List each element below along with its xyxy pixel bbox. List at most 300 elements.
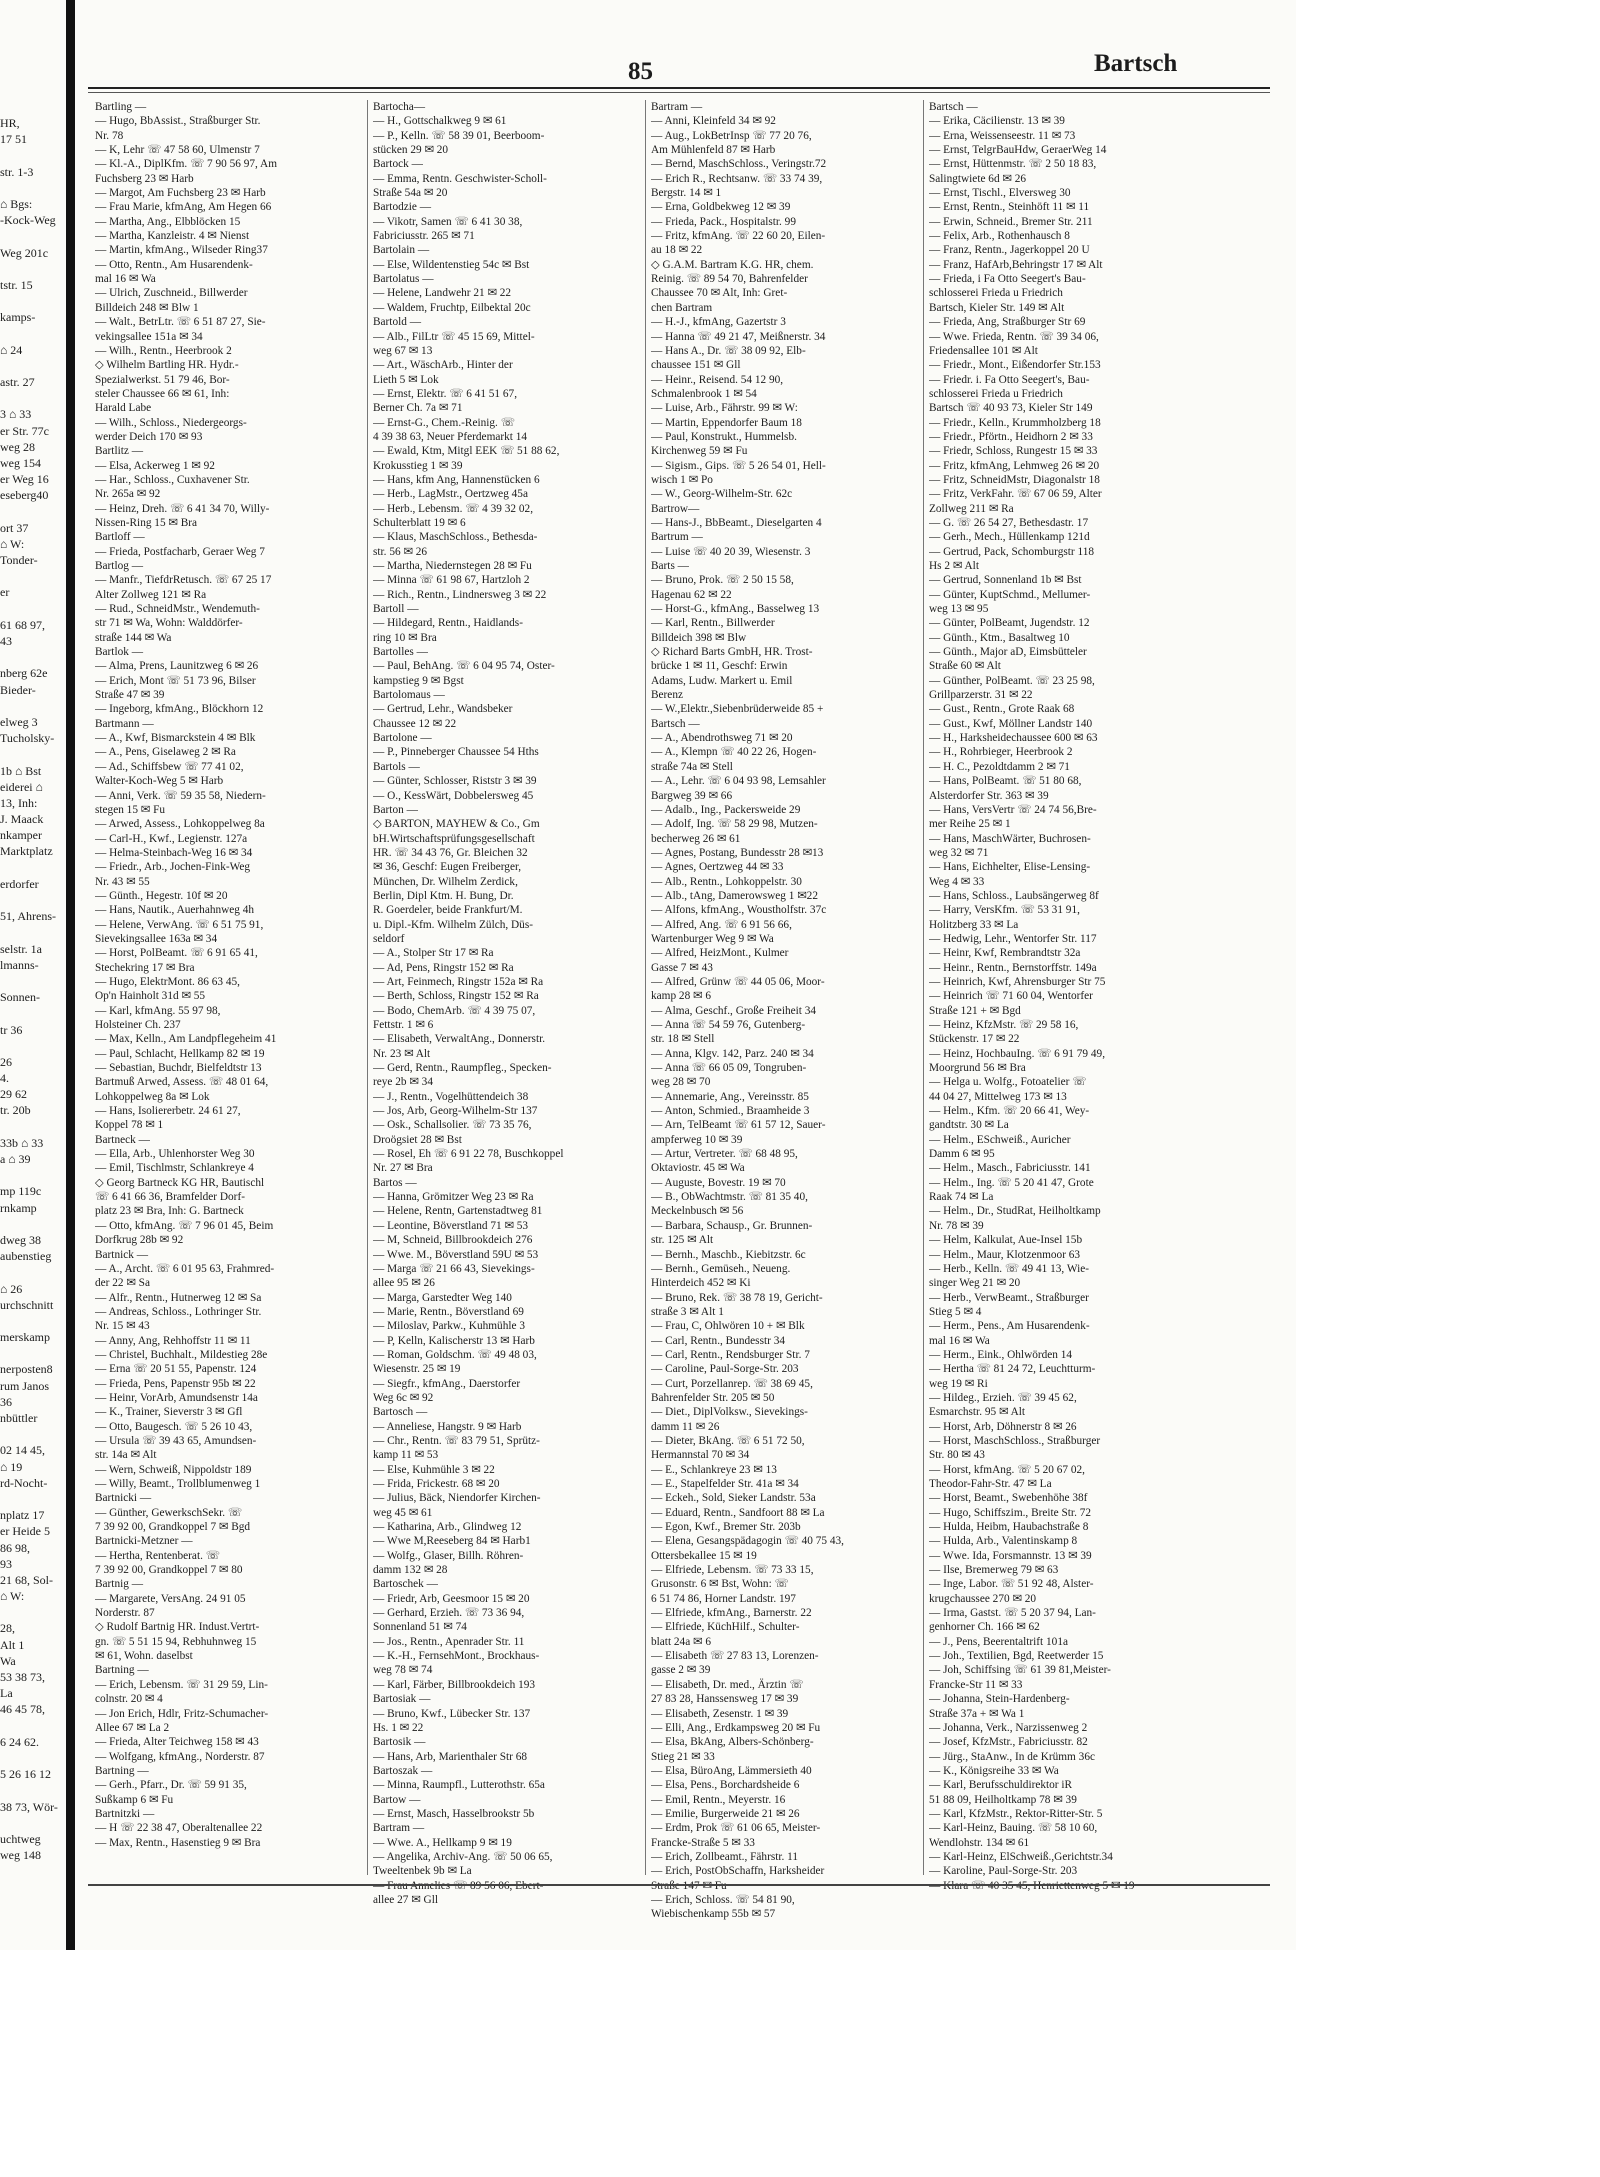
margin-fragment [0, 228, 66, 244]
directory-line: ◇ Rudolf Bartnig HR. Indust.Vertrt- [95, 1621, 260, 1634]
directory-line: reye 2b ✉ 34 [373, 1076, 433, 1089]
directory-line: — Günth., Hegestr. 10f ✉ 20 [95, 889, 228, 902]
directory-line: — Heinz, KfzMstr. ☏ 29 58 16, [929, 1019, 1079, 1031]
directory-line: — Luise ☏ 40 20 39, Wiesenstr. 3 [651, 545, 811, 558]
directory-line: Nr. 265a ✉ 92 [95, 488, 161, 501]
directory-line: — Hildegard, Rentn., Haidlands- [373, 617, 523, 630]
margin-fragment: 6 24 62. [0, 1734, 39, 1749]
directory-line: — Hulda, Arb., Valentinskamp 8 [929, 1535, 1078, 1548]
directory-line: Reinig. ☏ 89 54 70, Bahrenfelder [651, 273, 808, 286]
directory-line: — Klaus, MaschSchloss., Bethesda- [373, 531, 538, 544]
directory-line: — Otto, Rentn., Am Husarendenk- [95, 258, 253, 271]
directory-line: — Karl, KfzMstr., Rektor-Ritter-Str. 5 [929, 1807, 1103, 1820]
directory-line: — Wwe M,Reeseberg 84 ✉ Harb1 [373, 1535, 531, 1548]
margin-fragment: eiderei ⌂ [0, 779, 43, 794]
directory-line: — Elfriede, Lebensm. ☏ 73 33 15, [651, 1564, 814, 1577]
directory-line: Straße 47 ✉ 39 [95, 689, 165, 702]
directory-line: — Elisabeth ☏ 27 83 13, Lorenzen- [651, 1650, 819, 1663]
directory-line: — Friedr, Arb, Geesmoor 15 ✉ 20 [373, 1592, 530, 1605]
directory-line: — Wilh., Schloss., Niedergeorgs- [95, 416, 247, 429]
directory-line: ✉ 61, Wohn. daselbst [95, 1650, 193, 1663]
directory-line: — Miloslav, Parkw., Kuhmühle 3 [373, 1320, 525, 1333]
margin-fragment: tr. 20b [0, 1103, 31, 1118]
directory-line: seldorf [373, 932, 405, 945]
directory-line: — Günter, Schlosser, Riststr 3 ✉ 39 [373, 775, 537, 788]
directory-line: Allee 67 ✉ La 2 [95, 1721, 170, 1734]
margin-fragment: dweg 38 [0, 1232, 41, 1247]
directory-line: — H. C., Pezoldtdamm 2 ✉ 71 [929, 760, 1070, 773]
directory-line: — Curt, Porzellanrep. ☏ 38 69 45, [651, 1377, 813, 1390]
directory-line: — P., Kelln. ☏ 58 39 01, Beerboom- [373, 129, 545, 142]
directory-column-4 [929, 100, 1197, 1893]
directory-line: werder Deich 170 ✉ 93 [95, 430, 203, 443]
directory-line: Bartling — [95, 101, 147, 113]
margin-fragment: er Heide 5 [0, 1524, 50, 1539]
directory-line: Hinterdeich 452 ✉ Ki [651, 1277, 751, 1290]
directory-line: — Josef, KfzMstr., Fabriciusstr. 82 [929, 1736, 1088, 1749]
directory-line: — Karl, Berufsschuldirektor iR [929, 1779, 1073, 1792]
directory-line: — Hans, Eichhelter, Elise-Lensing- [929, 861, 1091, 874]
directory-line: — Helm., Dr., StudRat, Heilholtkamp [929, 1205, 1101, 1218]
directory-line: Nissen-Ring 15 ✉ Bra [95, 516, 198, 529]
directory-line: stücken 29 ✉ 20 [373, 144, 449, 157]
directory-line: Sievekingsallee 163a ✉ 34 [95, 932, 218, 945]
directory-line: — Horst-G., kfmAng., Basselweg 13 [651, 603, 820, 616]
directory-line: — Alfred, Grünw ☏ 44 05 06, Moor- [651, 975, 825, 988]
margin-fragment: er Str. 77c [0, 423, 49, 438]
directory-line: — Anton, Schmied., Braamheide 3 [651, 1105, 810, 1118]
directory-line: chaussee 151 ✉ Gll [651, 359, 741, 372]
directory-line: — Elsa, BüroAng, Lämmersieth 40 [651, 1764, 812, 1777]
directory-line: — Helm., Masch., Fabriciusstr. 141 [929, 1162, 1091, 1175]
directory-line: — Marga, Garstedter Weg 140 [373, 1291, 512, 1304]
directory-line: — Marga ☏ 21 66 43, Sievekings- [373, 1262, 535, 1275]
directory-line: — Irma, Gastst. ☏ 5 20 37 94, Lan- [929, 1607, 1096, 1620]
directory-line: — Max, Kelln., Am Landpflegeheim 41 [95, 1033, 277, 1046]
directory-line: — Frida, Frickestr. 68 ✉ 20 [373, 1478, 500, 1490]
directory-line: damm 11 ✉ 26 [651, 1420, 720, 1433]
directory-line: — Martha, Niedernstegen 28 ✉ Fu [373, 560, 532, 572]
margin-fragment: a ⌂ 39 [0, 1152, 31, 1166]
directory-line: — H., Rohrbieger, Heerbrook 2 [929, 746, 1073, 759]
directory-line: — Auguste, Bovestr. 19 ✉ 70 [651, 1176, 786, 1189]
margin-fragment [0, 293, 66, 309]
directory-line: — Herb., VerwBeamt., Straßburger [929, 1291, 1089, 1304]
margin-fragment: uchtweg [0, 1831, 41, 1846]
directory-line: 27 83 28, Hanssensweg 17 ✉ 39 [651, 1693, 799, 1706]
directory-line: — Marie, Rentn., Böverstland 69 [373, 1305, 524, 1318]
directory-line: — Rosel, Eh ☏ 6 91 22 78, Buschkoppel [373, 1148, 564, 1161]
directory-line: — Carl, Rentn., Bundesstr 34 [651, 1334, 785, 1347]
margin-fragment: 93 [0, 1556, 12, 1571]
directory-line: Ottersbekallee 15 ✉ 19 [651, 1549, 757, 1562]
margin-fragment: selstr. 1a [0, 941, 42, 956]
directory-line: — Franz, Rentn., Jagerkoppel 20 U [929, 244, 1090, 257]
directory-line: Bartosik — [373, 1736, 426, 1749]
directory-line: — Hildeg., Erzieh. ☏ 39 45 62, [929, 1391, 1077, 1404]
directory-line: — Frau Marie, kfmAng, Am Hegen 66 [95, 201, 272, 214]
directory-line: Berenz [651, 689, 683, 702]
directory-line: — Frieda, Pens, Papenstr 95b ✉ 22 [95, 1377, 256, 1390]
directory-line: — Wolfgang, kfmAng., Norderstr. 87 [95, 1750, 265, 1763]
directory-line: Walter-Koch-Weg 5 ✉ Harb [95, 775, 224, 788]
directory-line: — Heinr., Reisend. 54 12 90, [651, 373, 784, 386]
margin-fragment: 29 62 [0, 1087, 27, 1102]
directory-line: — Martin, Eppendorfer Baum 18 [651, 416, 802, 429]
directory-line: — Karoline, Paul-Sorge-Str. 203 [929, 1865, 1078, 1878]
margin-fragment: tr 36 [0, 1022, 23, 1037]
directory-line: München, Dr. Wilhelm Zerdick, [373, 875, 518, 888]
margin-fragment: Wa [0, 1653, 16, 1668]
directory-line: Bartsch — [651, 717, 700, 730]
directory-line: — Angelika, Archiv-Ang. ☏ 50 06 65, [373, 1850, 553, 1863]
directory-line: — Alb., tAng, Damerowsweg 1 ✉22 [651, 889, 818, 902]
directory-line: — Caroline, Paul-Sorge-Str. 203 [651, 1363, 799, 1376]
directory-line: — Ernst, Tischl., Elversweg 30 [929, 187, 1071, 200]
directory-line: — Alb., FilLtr ☏ 45 15 69, Mittel- [373, 330, 535, 343]
directory-line: Bartning — [95, 1664, 149, 1677]
directory-line: — Martin, kfmAng., Wilseder Ring37 [95, 244, 268, 257]
directory-line: ◇ G.A.M. Bartram K.G. HR, chem. [651, 258, 814, 271]
directory-line: Dorfkrug 28b ✉ 92 [95, 1234, 184, 1247]
directory-line: — Erdm, Prok ☏ 61 06 65, Meister- [651, 1822, 821, 1835]
directory-line: — Berth, Schloss, Ringstr 152 ✉ Ra [373, 990, 539, 1003]
directory-line: — Emil, Rentn., Meyerstr. 16 [651, 1793, 786, 1806]
column-divider [645, 100, 646, 1875]
margin-fragment: nplatz 17 [0, 1508, 45, 1523]
directory-line: — Anneliese, Hangstr. 9 ✉ Harb [373, 1420, 522, 1433]
directory-line: — Christel, Buchhalt., Mildestieg 28e [95, 1348, 268, 1361]
margin-fragment: J. Maack [0, 812, 44, 827]
directory-line: — Ulrich, Zuschneid., Billwerder [95, 287, 248, 300]
directory-line: ◇ Wilhelm Bartling HR. Hydr.- [95, 359, 239, 372]
margin-fragment: er Weg 16 [0, 472, 49, 487]
margin-fragment [0, 390, 66, 406]
directory-line: ring 10 ✉ Bra [373, 631, 437, 644]
directory-line: vekingsallee 151a ✉ 34 [95, 330, 203, 343]
margin-fragment: 53 38 73, [0, 1670, 45, 1684]
margin-fragment: 5 26 16 12 [0, 1767, 51, 1782]
directory-line: — Hugo, BbAssist., Straßburger Str. [95, 115, 261, 128]
directory-line: Francke-Straße 5 ✉ 33 [651, 1836, 755, 1849]
directory-line: — Herm., Pens., Am Husarendenk- [929, 1320, 1090, 1333]
directory-line: Bartow — [373, 1793, 421, 1806]
directory-line: — Bernh., Maschb., Kiebitzstr. 6c [651, 1248, 806, 1261]
directory-line: Holsteiner Ch. 237 [95, 1019, 181, 1031]
directory-line: Wendlohstr. 134 ✉ 61 [929, 1836, 1030, 1849]
directory-line: — Arn, TelBeamt ☏ 61 57 12, Sauer- [651, 1119, 826, 1132]
directory-line: Spezialwerkst. 51 79 46, Bor- [95, 373, 230, 386]
directory-line: — Hanna ☏ 49 21 47, Meißnerstr. 34 [651, 330, 826, 343]
margin-fragment [0, 1345, 66, 1361]
directory-line: — A., Lehr. ☏ 6 04 93 98, Lemsahler [651, 775, 826, 788]
directory-line: — K., Königsreihe 33 ✉ Wa [929, 1764, 1059, 1777]
directory-line: — H.-J., kfmAng, Gazertstr 3 [651, 316, 786, 329]
directory-line: Bartnick — [95, 1248, 149, 1261]
directory-line: — Gertrud, Sonnenland 1b ✉ Bst [929, 574, 1082, 587]
margin-fragment [0, 1264, 66, 1280]
directory-line: — Friedr., Mont., Eißendorfer Str.153 [929, 359, 1101, 372]
directory-line: — Hans-J., BbBeamt., Dieselgarten 4 [651, 516, 822, 529]
directory-line: — Max, Rentn., Hasenstieg 9 ✉ Bra [95, 1836, 261, 1849]
directory-line: — Wwe. M., Böverstland 59U ✉ 53 [373, 1248, 539, 1261]
directory-line: — Günther, PolBeamt. ☏ 23 25 98, [929, 674, 1095, 687]
directory-line: — Karl, Färber, Billbrookdeich 193 [373, 1678, 536, 1691]
directory-line: Stieg 21 ✉ 33 [651, 1750, 715, 1763]
directory-line: Raak 74 ✉ La [929, 1191, 994, 1204]
directory-line: Op'n Hainholt 31d ✉ 55 [95, 990, 206, 1003]
directory-line: — Gust., Rentn., Grote Raak 68 [929, 703, 1075, 716]
directory-line: 4 39 38 63, Neuer Pferdemarkt 14 [373, 430, 528, 443]
directory-line: — Wolfg., Glaser, Billh. Röhren- [373, 1549, 524, 1562]
margin-fragment [0, 698, 66, 714]
directory-line: Esmarchstr. 95 ✉ Alt [929, 1406, 1026, 1419]
directory-line: — Rich., Rentn., Lindnersweg 3 ✉ 22 [373, 588, 547, 601]
margin-fragment: weg 28 [0, 439, 35, 454]
directory-line: — Emma, Rentn. Geschwister-Scholl- [373, 172, 547, 185]
directory-line: — Ursula ☏ 39 43 65, Amundsen- [95, 1434, 257, 1447]
directory-line: Nr. 23 ✉ Alt [373, 1047, 431, 1060]
directory-line: — Herm., Eink., Ohlwörden 14 [929, 1348, 1073, 1361]
directory-line: — Günter, KuptSchmd., Mellumer- [929, 588, 1091, 601]
directory-line: — Hulda, Heibm, Haubachstraße 8 [929, 1521, 1089, 1534]
directory-line: — Annemarie, Ang., Vereinsstr. 85 [651, 1090, 809, 1103]
directory-line: Bartnicki-Metzner — [95, 1535, 193, 1548]
directory-line: — Alma, Prens, Launitzweg 6 ✉ 26 [95, 660, 259, 673]
margin-fragment: 46 45 78, [0, 1702, 45, 1717]
directory-line: Straße 37a + ✉ Wa 1 [929, 1707, 1025, 1720]
directory-line: — Hans, Arb, Marienthaler Str 68 [373, 1750, 528, 1763]
directory-line: Kirchenweg 59 ✉ Fu [651, 445, 748, 458]
directory-line: — Ewald, Ktm, Mitgl EEK ☏ 51 88 62, [373, 445, 560, 458]
directory-line: — Alb., Rentn., Lohkoppelstr. 30 [651, 875, 802, 888]
directory-line: — Heinr, VorArb, Amundsenstr 14a [95, 1391, 258, 1404]
directory-line: 7 39 92 00, Grandkoppel 7 ✉ Bgd [95, 1521, 251, 1534]
directory-line: — Vikotr, Samen ☏ 6 41 30 38, [373, 215, 523, 228]
directory-line: — A., Abendrothsweg 71 ✉ 20 [651, 732, 793, 745]
directory-line: straße 74a ✉ Stell [651, 760, 733, 773]
directory-line: — Elisabeth, Zesenstr. 1 ✉ 39 [651, 1707, 789, 1720]
directory-line: — Margot, Am Fuchsberg 23 ✉ Harb [95, 187, 266, 200]
directory-line: — Gerh., Pfarr., Dr. ☏ 59 91 35, [95, 1779, 247, 1792]
directory-line: — Ella, Arb., Uhlenhorster Weg 30 [95, 1148, 255, 1161]
directory-line: — Helm., Maur, Klotzenmoor 63 [929, 1248, 1081, 1261]
margin-fragment: 26 [0, 1054, 12, 1069]
directory-line: Barton — [373, 803, 418, 816]
directory-line: — A., Pens, Giselaweg 2 ✉ Ra [95, 746, 236, 759]
directory-line: — A., Archt. ☏ 6 01 95 63, Frahmred- [95, 1262, 275, 1275]
directory-line: — Ernst, Hüttenmstr. ☏ 2 50 18 83, [929, 158, 1097, 171]
directory-line: — K, Lehr ☏ 47 58 60, Ulmenstr 7 [95, 144, 260, 157]
column-divider [367, 100, 368, 1875]
directory-line: — H., Harksheidechaussee 600 ✉ 63 [929, 732, 1098, 745]
margin-fragment [0, 892, 66, 908]
directory-line: — Anna, Klgv. 142, Parz. 240 ✉ 34 [651, 1047, 814, 1060]
directory-line: — Luise, Arb., Fährstr. 99 ✉ W: [651, 402, 798, 415]
directory-line: — W.,Elektr.,Siebenbrüderweide 85 + [651, 703, 824, 716]
margin-fragment [0, 1491, 66, 1507]
directory-line: — Jürg., StaAnw., In de Krümm 36c [929, 1750, 1095, 1763]
directory-line: Bartneck — [95, 1133, 150, 1146]
directory-line: Bartmuß Arwed, Assess. ☏ 48 01 64, [95, 1076, 269, 1089]
directory-line: der 22 ✉ Sa [95, 1277, 150, 1290]
directory-line: — Emil, Tischlmstr, Schlankreye 4 [95, 1162, 254, 1175]
directory-line: — Friedr., Arb., Jochen-Fink-Weg [95, 861, 251, 874]
margin-fragment: lmanns- [0, 957, 39, 972]
directory-line: — Friedr. i. Fa Otto Seegert's, Bau- [929, 373, 1090, 386]
directory-line: Koppel 78 ✉ 1 [95, 1119, 164, 1132]
directory-line: weg 32 ✉ 71 [929, 846, 989, 859]
directory-line: — Alma, Geschf., Große Freiheit 34 [651, 1004, 817, 1017]
header-rule [88, 87, 1270, 89]
footer-rule [88, 1884, 1270, 1886]
directory-line: straße 3 ✉ Alt 1 [651, 1305, 724, 1318]
margin-fragment: 61 68 97, [0, 617, 45, 632]
directory-line: — Erich, Lebensm. ☏ 31 29 59, Lin- [95, 1678, 268, 1691]
directory-line: Salingtwiete 6d ✉ 26 [929, 172, 1027, 185]
directory-line: — Elsa, BkAng, Albers-Schönberg- [651, 1736, 814, 1749]
directory-line: — Friedr., Pförtn., Heidhorn 2 ✉ 33 [929, 430, 1093, 443]
directory-line: colnstr. 20 ✉ 4 [95, 1693, 163, 1706]
margin-fragment: astr. 27 [0, 375, 35, 389]
directory-line: — Frau, C, Ohlwören 10 + ✉ Blk [651, 1320, 805, 1333]
directory-line: — Joh., Textilien, Bgd, Reetwerder 15 [929, 1650, 1104, 1663]
directory-line: kampstieg 9 ✉ Bgst [373, 674, 464, 687]
directory-line: — Frieda, Postfacharb, Geraer Weg 7 [95, 545, 265, 558]
directory-line: — Karl, kfmAng. 55 97 98, [95, 1004, 221, 1017]
directory-line: — Art, Feinmech, Ringstr 152a ✉ Ra [373, 975, 544, 988]
directory-line: Billdeich 398 ✉ Blw [651, 631, 747, 644]
directory-line: krugchaussee 270 ✉ 20 [929, 1592, 1037, 1605]
directory-line: Krokusstieg 1 ✉ 39 [373, 459, 463, 472]
directory-line: Zollweg 211 ✉ Ra [929, 502, 1014, 515]
directory-line: — Ernst-G., Chem.-Reinig. ☏ [373, 416, 515, 429]
directory-line: ◇ Georg Bartneck KG HR, Bautischl [95, 1176, 265, 1189]
directory-line: — Erna, Weissenseestr. 11 ✉ 73 [929, 129, 1076, 142]
directory-line: — Erich, Mont ☏ 51 73 96, Bilser [95, 674, 256, 687]
directory-line: — Else, Kuhmühle 3 ✉ 22 [373, 1463, 495, 1476]
directory-line: ✉ 36, Geschf: Eugen Freiberger, [373, 861, 522, 874]
directory-line: Bartnicki — [95, 1492, 152, 1505]
directory-line: Straße 121 + ✉ Bgd [929, 1004, 1021, 1017]
directory-line: str. 18 ✉ Stell [651, 1033, 715, 1046]
directory-line: Theodor-Fahr-Str. 47 ✉ La [929, 1478, 1052, 1490]
directory-line: — Frieda, Ang, Straßburger Str 69 [929, 316, 1086, 329]
margin-fragment [0, 147, 66, 163]
directory-line: — Minna, Raumpfl., Lutterothstr. 65a [373, 1779, 545, 1792]
directory-line: — Fritz, VerkFahr. ☏ 67 06 59, Alter [929, 488, 1102, 501]
directory-line: — Ad, Pens, Ringstr 152 ✉ Ra [373, 961, 514, 974]
directory-line: — K., Trainer, Sieverstr 3 ✉ Gfl [95, 1406, 243, 1419]
margin-fragment: Alt 1 [0, 1637, 25, 1652]
directory-line: Wiebischenkamp 55b ✉ 57 [651, 1908, 776, 1921]
directory-line: — Harry, VersKfm. ☏ 53 31 91, [929, 904, 1080, 917]
directory-line: — Anni, Verk. ☏ 59 35 58, Niedern- [95, 789, 266, 802]
directory-line: Bartlok — [95, 646, 144, 659]
directory-line: — Frieda, i Fa Otto Seegert's Bau- [929, 273, 1086, 286]
directory-line: chen Bartram [651, 301, 713, 314]
directory-line: Nr. 15 ✉ 43 [95, 1320, 150, 1333]
directory-line: — Arwed, Assess., Lohkoppelweg 8a [95, 818, 265, 831]
directory-line: — Sebastian, Buchdr, Bielfeldtstr 13 [95, 1062, 262, 1075]
directory-line: weg 19 ✉ Ri [929, 1377, 988, 1390]
directory-line: — Hanna, Grömitzer Weg 23 ✉ Ra [373, 1191, 534, 1204]
directory-line: — Paul, Schlacht, Hellkamp 82 ✉ 19 [95, 1047, 265, 1060]
directory-line: Weg 4 ✉ 33 [929, 875, 985, 888]
directory-line: — Helene, Landwehr 21 ✉ 22 [373, 287, 512, 300]
directory-line: — Bernh., Gemüseh., Neueng. [651, 1262, 791, 1275]
directory-line: mal 16 ✉ Wa [95, 273, 156, 286]
directory-line: Bartoszak — [373, 1764, 433, 1777]
directory-line: Lohkoppelweg 8a ✉ Lok [95, 1090, 210, 1103]
directory-line: — Artur, Vertreter. ☏ 68 48 95, [651, 1148, 798, 1161]
directory-line: Bartsch, Kieler Str. 149 ✉ Alt [929, 301, 1065, 314]
directory-line: str. 125 ✉ Alt [651, 1234, 714, 1247]
directory-line: — Hans, MaschWärter, Buchrosen- [929, 832, 1091, 845]
margin-fragment: 51, Ahrens- [0, 909, 56, 924]
directory-line: — Jos, Arb, Georg-Wilhelm-Str 137 [373, 1105, 538, 1118]
directory-line: — Aug., LokBetrInsp ☏ 77 20 76, [651, 129, 812, 142]
directory-line: — Elsa, Ackerweg 1 ✉ 92 [95, 459, 215, 472]
directory-line: Bergstr. 14 ✉ 1 [651, 187, 722, 200]
directory-line: Bartolatus — [373, 273, 434, 286]
directory-line: — J., Rentn., Vogelhüttendeich 38 [373, 1090, 529, 1103]
directory-line: — Ernst, Elektr. ☏ 6 41 51 67, [373, 387, 518, 400]
directory-line: — Gerd, Rentn., Raumpfleg., Specken- [373, 1062, 552, 1075]
directory-line: HR. ☏ 34 43 76, Gr. Bleichen 32 [373, 846, 528, 859]
directory-line: — Dieter, BkAng. ☏ 6 51 72 50, [651, 1434, 805, 1447]
margin-fragment: weg 154 [0, 455, 41, 470]
directory-line: Moorgrund 56 ✉ Bra [929, 1062, 1026, 1075]
directory-line: — Leontine, Böverstland 71 ✉ 53 [373, 1219, 529, 1232]
directory-line: ◇ BARTON, MAYHEW & Co., Gm [373, 818, 540, 831]
directory-line: Bartsch — [929, 101, 978, 113]
directory-line: Nr. 27 ✉ Bra [373, 1162, 433, 1175]
margin-fragment: tstr. 15 [0, 277, 33, 292]
margin-fragment [0, 504, 66, 520]
directory-line: — Helm., Ing. ☏ 5 20 41 47, Grote [929, 1176, 1094, 1189]
margin-fragment [0, 1782, 66, 1798]
directory-line: Adams, Ludw. Markert u. Emil [651, 674, 793, 687]
directory-line: — Günter, PolBeamt, Jugendstr. 12 [929, 617, 1090, 630]
directory-line: — Hertha ☏ 81 24 72, Leuchtturm- [929, 1363, 1096, 1376]
directory-line: — M, Schneid, Billbrookdeich 276 [373, 1234, 533, 1247]
margin-fragment [0, 1718, 66, 1734]
directory-line: — Horst, PolBeamt. ☏ 6 91 65 41, [95, 947, 258, 960]
margin-fragment: er [0, 585, 10, 600]
directory-line: — Gust., Kwf, Möllner Landstr 140 [929, 717, 1093, 730]
margin-fragment: erdorfer [0, 876, 39, 891]
directory-line: Bartosiak — [373, 1693, 431, 1706]
directory-line: — Karl-Heinz, ElSchweiß.,Gerichtstr.34 [929, 1850, 1113, 1863]
directory-line: — Anna ☏ 54 59 76, Gutenberg- [651, 1019, 806, 1031]
directory-line: Bartram — [373, 1822, 425, 1835]
directory-line: — Helene, Rentn, Gartenstadtweg 81 [373, 1205, 543, 1218]
margin-fragment [0, 358, 66, 374]
directory-column-1 [95, 100, 363, 1850]
directory-line: — Bruno, Rek. ☏ 38 78 19, Gericht- [651, 1291, 823, 1304]
directory-line: Bartnig — [95, 1578, 144, 1591]
margin-fragment: Marktplatz [0, 844, 53, 859]
directory-line: — K.-H., FernsehMont., Brockhaus- [373, 1650, 540, 1663]
directory-line: Berner Ch. 7a ✉ 71 [373, 402, 463, 415]
margin-fragment [0, 1815, 66, 1831]
directory-line: Norderstr. 87 [95, 1607, 155, 1620]
directory-line: — Sigism., Gips. ☏ 5 26 54 01, Hell- [651, 459, 826, 472]
directory-line: R. Goerdeler, beide Frankfurt/M. [373, 904, 523, 917]
margin-fragment: HR, [0, 116, 20, 130]
directory-line: — Karl, Rentn., Billwerder [651, 617, 775, 630]
